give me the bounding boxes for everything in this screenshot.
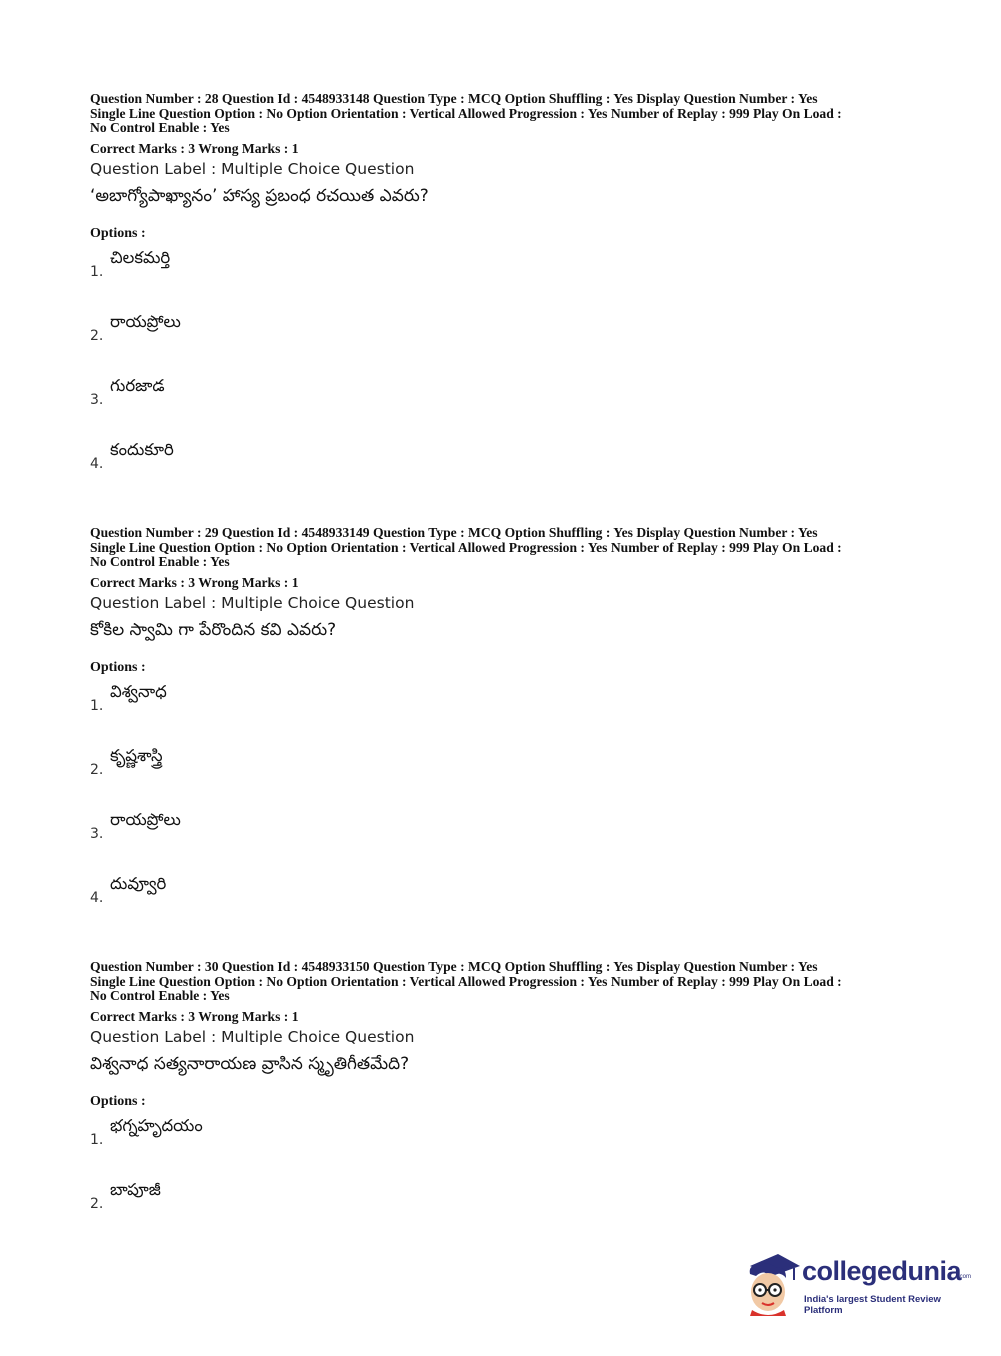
question-meta-line: No Control Enable : Yes — [90, 988, 230, 1004]
question-block — [90, 960, 920, 1244]
option-item — [90, 248, 920, 312]
option-text: చిలకమర్తి — [110, 247, 171, 267]
question-meta-line: Question Number : 28 Question Id : 4548933148 Question Type : MCQ Option Shuffling : Yes Display Question Number : Yes — [90, 91, 818, 106]
options-title: Options : — [90, 659, 146, 675]
question-text: ‘అబాగ్యోపాఖ్యానం’ హాస్య ప్రబంధ రచయిత ఎవరు? — [90, 185, 429, 206]
option-item — [90, 376, 920, 440]
option-text: కృష్ణశాస్త్రి — [110, 745, 163, 765]
option-text: భగ్నహృదయం — [110, 1115, 203, 1135]
question-label: Question Label : Multiple Choice Question — [90, 159, 415, 178]
option-number: 3. — [90, 825, 104, 842]
logo-tagline: India's largest Student Review Platform — [804, 1294, 941, 1316]
option-item — [90, 874, 920, 938]
question-meta-line: Single Line Question Option : No Option Orientation : Vertical Allowed Progression : Yes Number of Replay : 999 Play On Load : — [90, 539, 842, 555]
options-title: Options : — [90, 225, 146, 241]
option-text: రాయప్రోలు — [110, 311, 181, 331]
option-number: 4. — [90, 455, 104, 472]
option-number: 1. — [90, 697, 104, 714]
option-item — [90, 1116, 920, 1180]
option-text: కందుకూరి — [110, 439, 174, 459]
option-number: 4. — [90, 889, 104, 906]
question-block — [90, 526, 920, 938]
option-item — [90, 746, 920, 810]
option-item — [90, 810, 920, 874]
question-meta-line: No Control Enable : Yes — [90, 554, 230, 570]
logo-domain-suffix: .com — [958, 1274, 972, 1280]
question-meta-line: No Control Enable : Yes — [90, 120, 230, 136]
options-list — [90, 248, 920, 504]
question-meta-line: Question Number : 29 Question Id : 4548933149 Question Type : MCQ Option Shuffling : Yes Display Question Number : Yes — [90, 525, 818, 540]
options-list — [90, 682, 920, 938]
question-meta-line: Single Line Question Option : No Option Orientation : Vertical Allowed Progression : Yes Number of Replay : 999 Play On Load : — [90, 973, 842, 989]
options-list — [90, 1116, 920, 1244]
option-number: 2. — [90, 1195, 104, 1212]
question-text: కోకిల స్వామి గా పేరొందిన కవి ఎవరు? — [90, 619, 337, 640]
marks-info: Correct Marks : 3 Wrong Marks : 1 — [90, 574, 299, 590]
question-label: Question Label : Multiple Choice Question — [90, 1027, 415, 1046]
options-title: Options : — [90, 1093, 146, 1109]
option-number: 2. — [90, 327, 104, 344]
option-text: గురజాడ — [110, 375, 165, 395]
option-number: 2. — [90, 761, 104, 778]
marks-info: Correct Marks : 3 Wrong Marks : 1 — [90, 1008, 299, 1024]
option-text: దువ్వూరి — [110, 873, 167, 893]
question-meta-line: Single Line Question Option : No Option Orientation : Vertical Allowed Progression : Yes Number of Replay : 999 Play On Load : — [90, 105, 842, 121]
option-number: 1. — [90, 263, 104, 280]
question-label: Question Label : Multiple Choice Question — [90, 593, 415, 612]
question-meta-line: Question Number : 30 Question Id : 4548933150 Question Type : MCQ Option Shuffling : Yes Display Question Number : Yes — [90, 959, 818, 974]
logo-wordmark: collegedunia — [802, 1256, 962, 1286]
option-number: 3. — [90, 391, 104, 408]
option-item — [90, 1180, 920, 1244]
option-text: విశ్వనాధ — [110, 681, 167, 701]
marks-info: Correct Marks : 3 Wrong Marks : 1 — [90, 140, 299, 156]
option-text: బాపూజీ — [110, 1179, 161, 1199]
option-item — [90, 682, 920, 746]
option-text: రాయప్రోలు — [110, 809, 181, 829]
collegedunia-logo — [742, 1250, 972, 1316]
option-number: 1. — [90, 1131, 104, 1148]
option-item — [90, 440, 920, 504]
question-text: విశ్వనాధ సత్యనారాయణ వ్రాసిన స్మృతిగీతమేది? — [90, 1053, 410, 1074]
mascot-icon — [742, 1250, 802, 1316]
option-item — [90, 312, 920, 376]
question-block — [90, 92, 920, 504]
